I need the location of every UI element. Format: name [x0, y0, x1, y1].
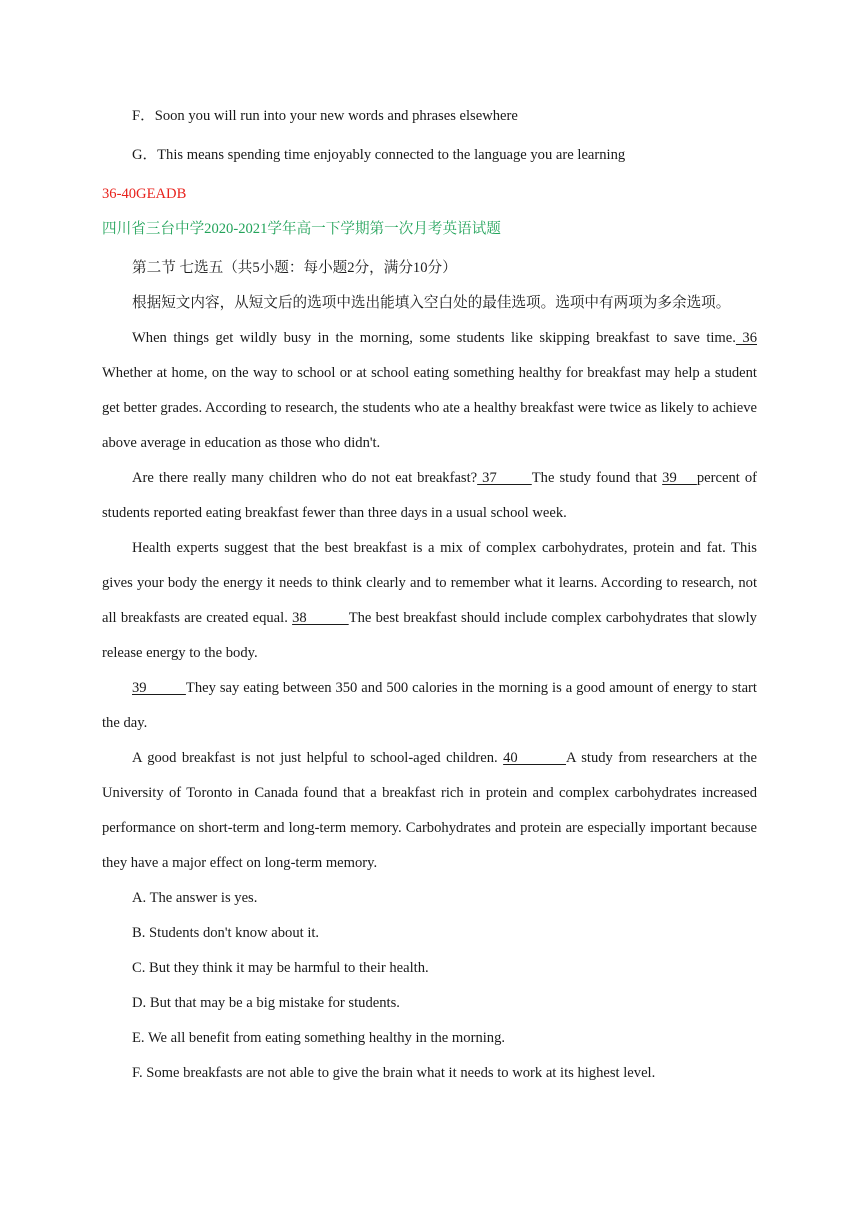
- paragraph-text: Are there really many children who do not eat breakfast?: [132, 470, 478, 486]
- blank-36: 36: [735, 330, 757, 346]
- section-heading: 第二节 七选五（共5小题：每小题2分，满分10分）: [132, 260, 457, 276]
- paragraph-text: Health experts suggest that the best breakfast is a mix of complex carbohydrates, protein and fat. This gives your body the energy it needs to think clearly and to remember what it learns. According to research, not all breakfasts are created equal.: [102, 540, 757, 626]
- paragraph-text: percent of students reported eating breakfast fewer than three days in a usual school week.: [102, 470, 758, 521]
- passage-paragraph-5: [102, 741, 757, 881]
- passage-paragraph-4: [102, 671, 757, 741]
- answer-key: 36-40GEADB: [102, 186, 187, 202]
- passage-paragraph-3: [102, 531, 757, 671]
- source-title: 四川省三台中学2020-2021学年高一下学期第一次月考英语试题: [102, 221, 501, 237]
- instructions: 根据短文内容，从短文后的选项中选出能填入空白处的最佳选项。选项中有两项为多余选项。: [132, 295, 731, 311]
- option-f-previous: F．Soon you will run into your new words and phrases elsewhere: [132, 108, 518, 124]
- option-f: F. Some breakfasts are not able to give the brain what it needs to work at its highest level.: [132, 1065, 656, 1081]
- blank-38: 38: [292, 610, 349, 626]
- paragraph-text: They say eating between 350 and 500 calories in the morning is a good amount of energy to start the day.: [102, 680, 757, 731]
- paragraph-text: The study found that: [531, 470, 663, 486]
- paragraph-text: When things get wildly busy in the morning, some students like skipping breakfast to save time.: [132, 330, 736, 346]
- document-content: [102, 99, 757, 1091]
- blank-39: 39: [132, 680, 186, 696]
- option-b: B. Students don't know about it.: [132, 925, 320, 941]
- passage-paragraph-1: [102, 321, 757, 461]
- blank-39-inline: 39: [662, 470, 697, 486]
- paragraph-text: Whether at home, on the way to school or at school eating something healthy for breakfast may help a student get better grades. According to research, the students who ate a healthy breakfast were twice as likely to achieve above average in education as those who didn't.: [102, 365, 757, 451]
- option-c: C. But they think it may be harmful to their health.: [132, 960, 429, 976]
- blank-37: 37: [477, 470, 532, 486]
- option-e: E. We all benefit from eating something healthy in the morning.: [132, 1030, 506, 1046]
- option-d: D. But that may be a big mistake for students.: [132, 995, 400, 1011]
- option-a: A. The answer is yes.: [132, 890, 258, 906]
- blank-40: 40: [503, 750, 567, 766]
- paragraph-text: A good breakfast is not just helpful to school-aged children.: [132, 750, 504, 766]
- paragraph-text: The best breakfast should include complex carbohydrates that slowly release energy to the body.: [102, 610, 757, 661]
- option-g-previous: G．This means spending time enjoyably connected to the language you are learning: [132, 147, 626, 163]
- passage-paragraph-2: [102, 461, 757, 531]
- paragraph-text: A study from researchers at the University of Toronto in Canada found that a breakfast rich in protein and complex carbohydrates increased performance on short-term and long-term memory. Carbohydrates and protein are especially important because they have a major effect on long-term memory.: [102, 750, 758, 871]
